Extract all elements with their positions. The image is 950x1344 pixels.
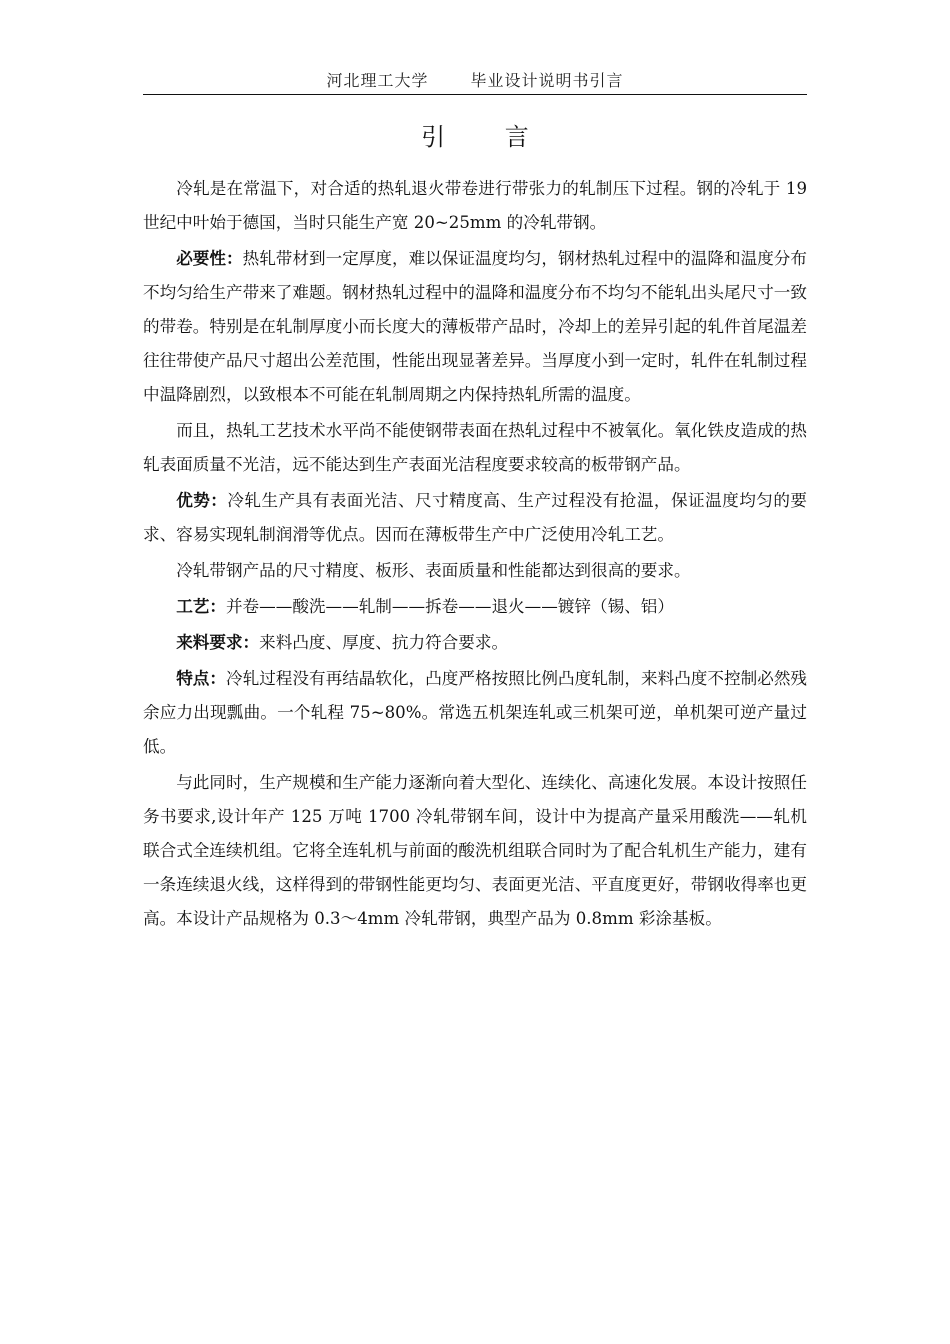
paragraph-lead: 工艺： (176, 596, 226, 616)
running-header (143, 68, 807, 94)
paragraph (143, 553, 807, 588)
paragraph-text: 冷轧是在常温下，对合适的热轧退火带卷进行带张力的轧制压下过程。钢的冷轧于 19 世纪中叶始于德国，当时只能生产宽 20~25mm 的冷轧带钢。 (143, 179, 807, 232)
paragraph-lead: 特点： (176, 668, 226, 688)
paragraph-text: 冷轧过程没有再结晶软化，凸度严格按照比例凸度轧制，来料凸度不控制必然残余应力出现瓢曲。一个轧程 75~80%。常选五机架连轧或三机架可逆，单机架可逆产量过低。 (143, 669, 808, 756)
paragraph (143, 765, 807, 936)
header-school-name: 河北理工大学 (326, 71, 429, 90)
paragraph-text: 而且，热轧工艺技术水平尚不能使钢带表面在热轧过程中不被氧化。氧化铁皮造成的热轧表面质量不光洁，远不能达到生产表面光洁程度要求较高的板带钢产品。 (143, 421, 807, 474)
paragraph (143, 171, 807, 240)
paragraph-text: 热轧带材到一定厚度，难以保证温度均匀，钢材热轧过程中的温降和温度分布不均匀给生产带来了难题。钢材热轧过程中的温降和温度分布不均匀不能轧出头尾尺寸一致的带卷。特别是在轧制厚度小而长度大的薄板带产品时，冷却上的差异引起的轧件首尾温差往往带使产品尺寸超出公差范围，性能出现显著差异。当厚度小到一定时，轧件在轧制过程中温降剧烈，以致根本不可能在轧制周期之内保持热轧所需的温度。 (143, 249, 808, 404)
page-title: 引 言 (421, 123, 555, 151)
body-text (143, 171, 807, 936)
paragraph (143, 483, 807, 552)
paragraph (143, 413, 807, 482)
paragraph (143, 625, 807, 660)
paragraph-lead: 来料要求： (176, 632, 260, 652)
paragraph (143, 661, 807, 764)
header-divider (143, 94, 807, 95)
paragraph-text: 与此同时，生产规模和生产能力逐渐向着大型化、连续化、高速化发展。本设计按照任务书要求,设计年产 125 万吨 1700 冷轧带钢车间，设计中为提高产量采用酸洗——轧机联合式全连续机组。它将全连轧机与前面的酸洗机组联合同时为了配合轧机生产能力，建有一条连续退火线，这样得到的带钢性能更均匀、表面更光洁、平直度更好，带钢收得率也更高。本设计产品规格为 0.3～4mm 冷轧带钢，典型产品为 0.8mm 彩涂基板。 (143, 773, 807, 928)
paragraph (143, 241, 807, 412)
header-document-title: 毕业设计说明书引言 (470, 71, 624, 90)
paragraph (143, 589, 807, 624)
paragraph-lead: 必要性： (176, 248, 243, 268)
paragraph-text: 并卷——酸洗——轧制——拆卷——退火——镀锌（锡、铝） (225, 597, 674, 616)
paragraph-lead: 优势： (176, 490, 228, 510)
paragraph-text: 来料凸度、厚度、抗力符合要求。 (259, 633, 509, 652)
paragraph-text: 冷轧生产具有表面光洁、尺寸精度高、生产过程没有抢温，保证温度均匀的要求、容易实现轧制润滑等优点。因而在薄板带生产中广泛使用冷轧工艺。 (143, 491, 808, 544)
paragraph-text: 冷轧带钢产品的尺寸精度、板形、表面质量和性能都达到很高的要求。 (176, 561, 691, 580)
